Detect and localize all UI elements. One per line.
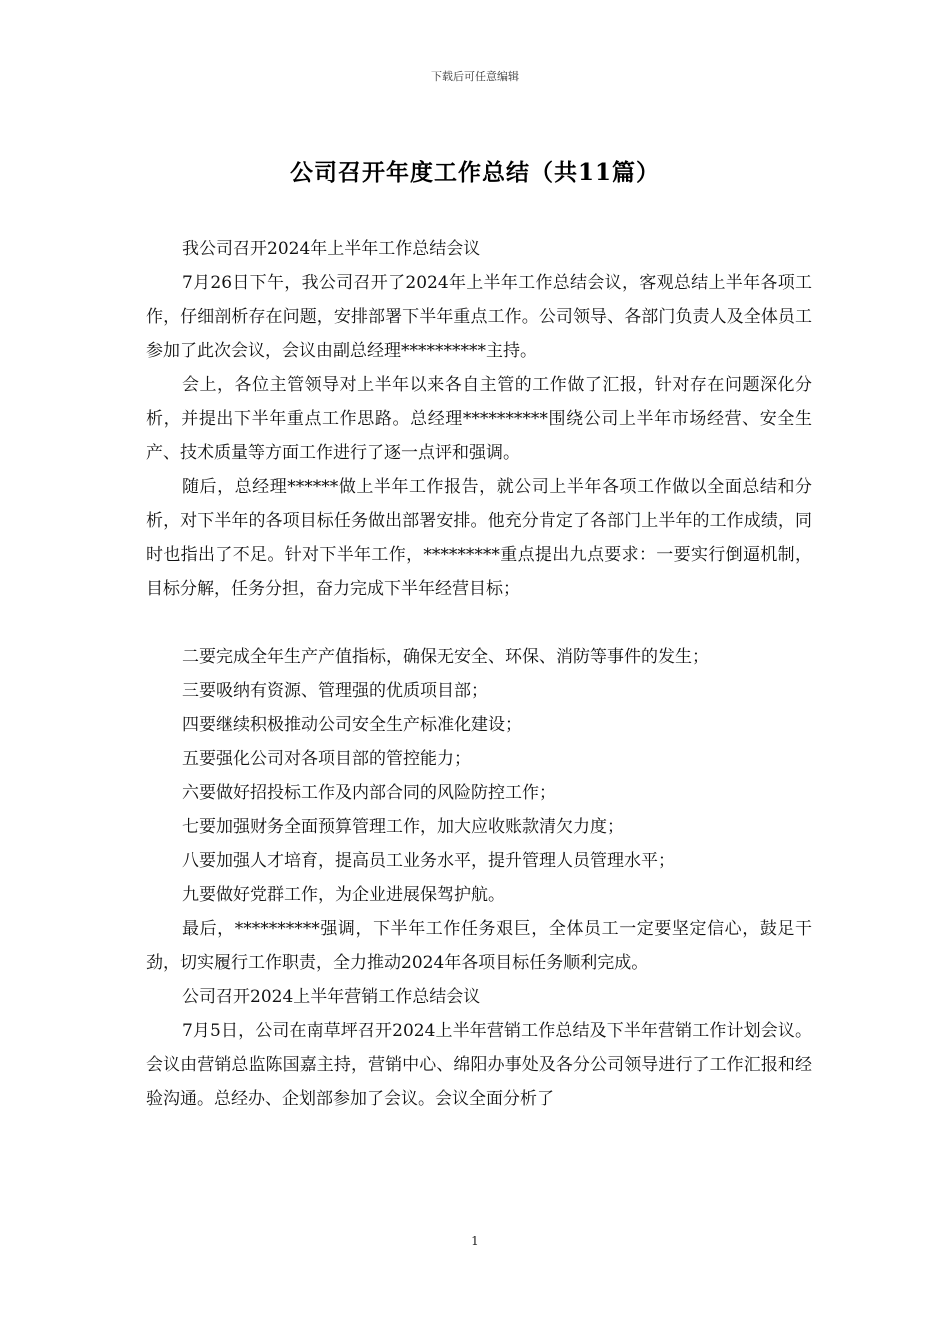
header-note: 下载后可任意编辑	[431, 70, 519, 83]
list-item-requirement-9: 九要做好党群工作，为企业进展保驾护航。	[182, 885, 505, 905]
paragraph-meeting-intro: 7月26日下午，我公司召开了2024年上半年工作总结会议，客观总结上半年各项工作，仔细剖析存在问题，安排部署下半年重点工作。公司领导、各部门负责人及全体员工参加了此次会议，会议由副总经理**********主持。	[146, 273, 812, 361]
paragraph-gm-report: 随后，总经理******做上半年工作报告，就公司上半年各项工作做以全面总结和分析，对下半年的各项目标任务做出部署安排。他充分肯定了各部门上半年的工作成绩，同时也指出了不足。针对下半年工作，*********重点提出九点要求：一要实行倒逼机制，目标分解，任务分担，奋力完成下半年经营目标；	[146, 477, 812, 599]
page-number: 1	[471, 1234, 479, 1248]
list-item-requirement-6: 六要做好招投标工作及内部合同的风险防控工作；	[182, 783, 556, 803]
list-item-requirement-5: 五要强化公司对各项目部的管控能力；	[182, 749, 471, 769]
list-item-requirement-2: 二要完成全年生产产值指标，确保无安全、环保、消防等事件的发生；	[182, 647, 709, 667]
paragraph-meeting-heading-2: 公司召开2024上半年营销工作总结会议	[182, 987, 481, 1007]
paragraph-meeting-heading-1: 我公司召开2024年上半年工作总结会议	[182, 239, 481, 259]
list-item-requirement-4: 四要继续积极推动公司安全生产标准化建设；	[182, 715, 522, 735]
document-body	[146, 232, 812, 1116]
document-title: 公司召开年度工作总结（共11篇）	[289, 159, 660, 186]
list-item-requirement-3: 三要吸纳有资源、管理强的优质项目部；	[182, 681, 488, 701]
paragraph-conclusion: 最后，**********强调，下半年工作任务艰巨，全体员工一定要坚定信心，鼓足干劲，切实履行工作职责，全力推动2024年各项目标任务顺利完成。	[146, 919, 812, 973]
paragraph-meeting-reports: 会上，各位主管领导对上半年以来各自主管的工作做了汇报，针对存在问题深化分析，并提出下半年重点工作思路。总经理**********围绕公司上半年市场经营、安全生产、技术质量等方面工作进行了逐一点评和强调。	[146, 375, 812, 463]
list-item-requirement-8: 八要加强人才培育，提高员工业务水平，提升管理人员管理水平；	[182, 851, 675, 871]
paragraph-marketing-meeting: 7月5日，公司在南草坪召开2024上半年营销工作总结及下半年营销工作计划会议。会议由营销总监陈国嘉主持，营销中心、绵阳办事处及各分公司领导进行了工作汇报和经验沟通。总经办、企划部参加了会议。会议全面分析了	[146, 1021, 812, 1109]
list-item-requirement-7: 七要加强财务全面预算管理工作，加大应收账款清欠力度；	[182, 817, 624, 837]
paragraph-gap	[146, 606, 812, 640]
